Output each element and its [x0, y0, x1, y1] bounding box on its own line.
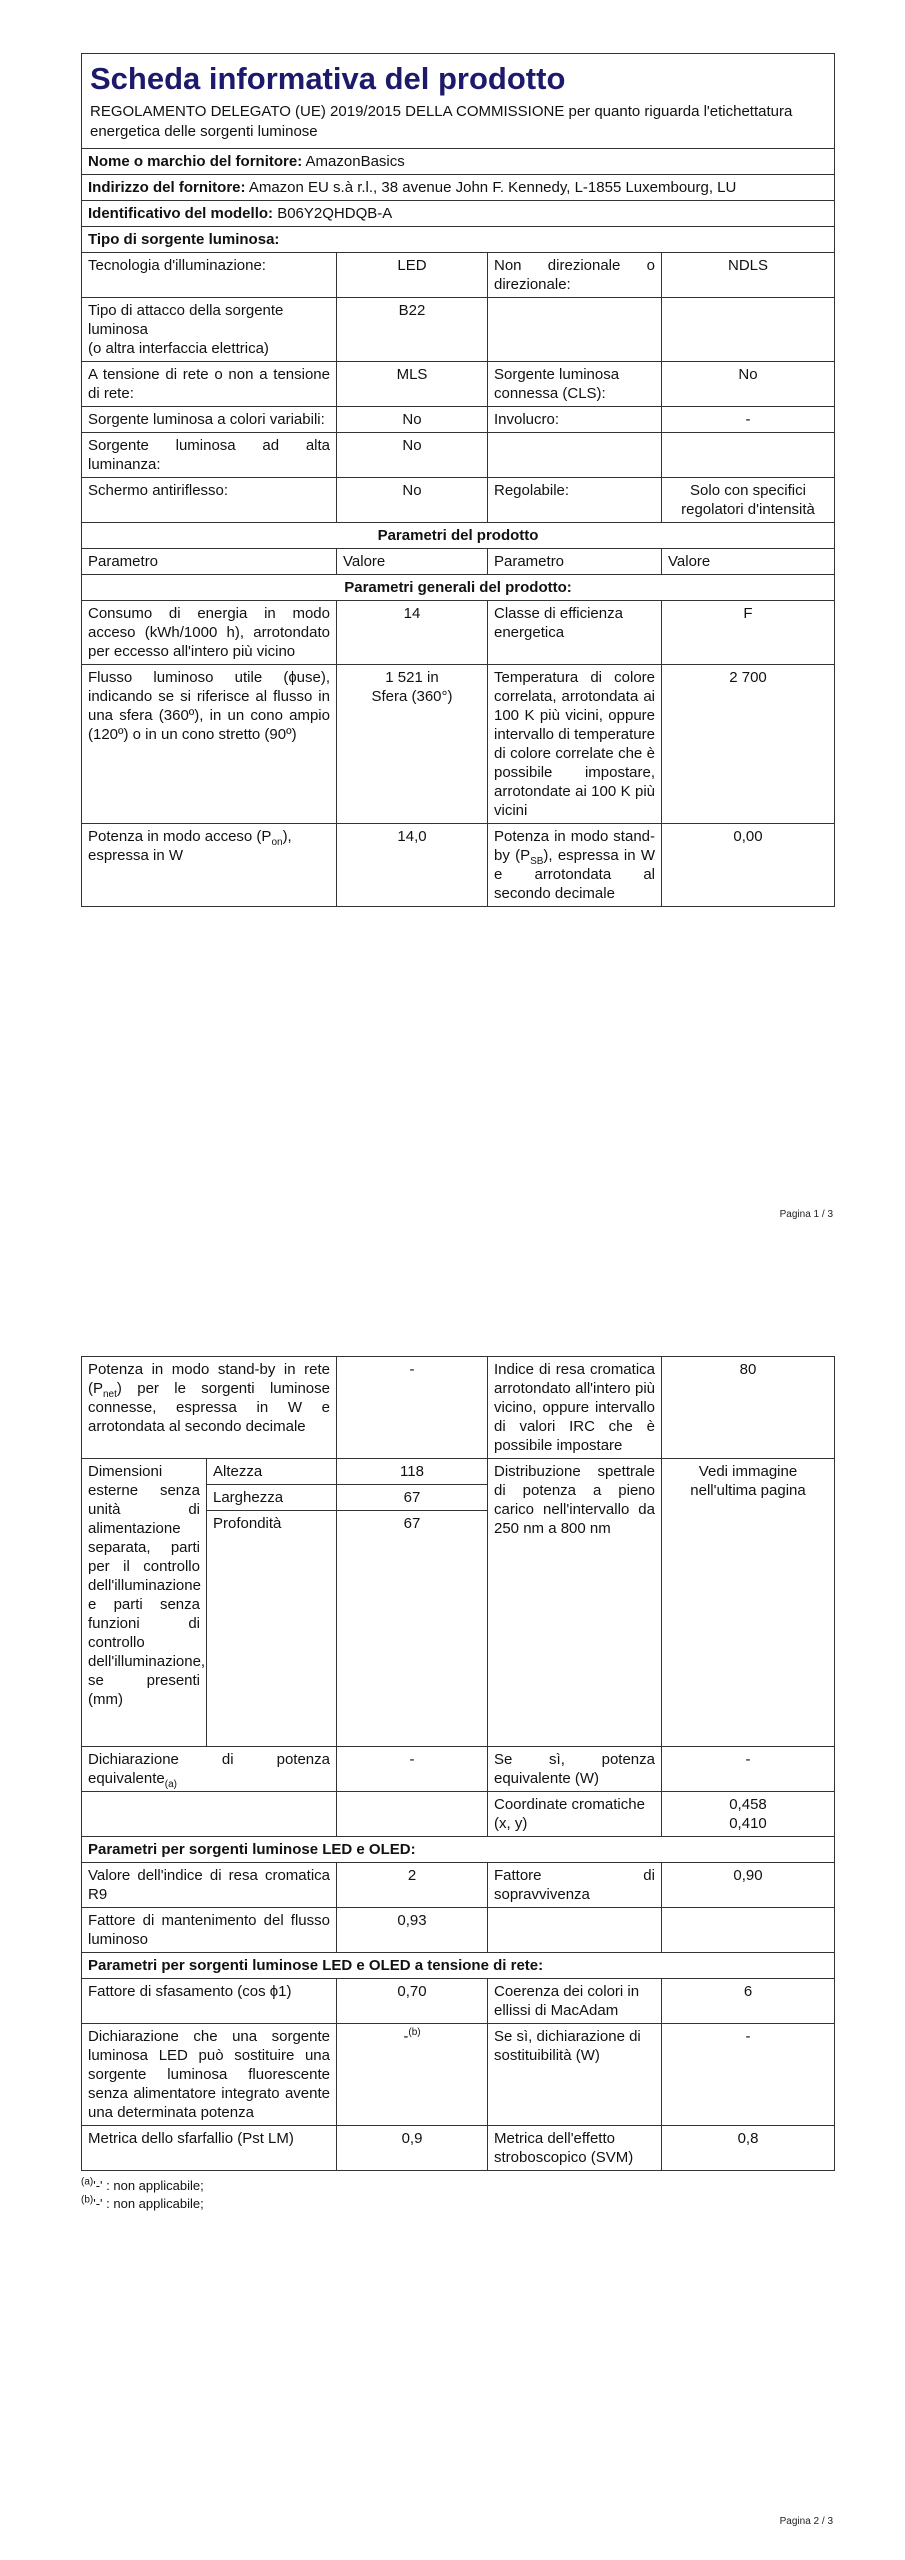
spd-label: Distribuzione spettrale di potenza a pieno carico nell'intervallo da 250 nm a 800 nm	[488, 1459, 662, 1747]
equivalent-power-w-label: Se sì, potenza equivalente (W)	[488, 1747, 662, 1792]
width-label: Larghezza	[207, 1485, 337, 1511]
equivalent-power-row	[82, 1747, 835, 1792]
mains-value: MLS	[337, 362, 488, 407]
dimensions-label: Dimensioni esterne senza unità di alimentazione separata, parti per il controllo dell'illuminazione e parti senza funzioni di controllo dell'illuminazione, se presenti (mm)	[82, 1459, 207, 1747]
supplier-name-value: AmazonBasics	[305, 153, 405, 170]
page-2	[0, 1280, 905, 2560]
title-row	[82, 54, 835, 149]
energy-consumption-value: 14	[337, 601, 488, 665]
led-mains-params-heading: Parametri per sorgenti luminose LED e OLED a tensione di rete:	[82, 1953, 835, 1979]
col-header-value-2: Valore	[662, 549, 835, 575]
equivalent-power-w-value: -	[662, 1747, 835, 1792]
page-title: Scheda informativa del prodotto	[90, 61, 566, 96]
replacement-row	[82, 2024, 835, 2126]
energy-consumption-label: Consumo di energia in modo acceso (kWh/1000 h), arrotondato per eccesso all'intero più vicino	[82, 601, 337, 665]
col-header-param: Parametro	[82, 549, 337, 575]
r9-row	[82, 1863, 835, 1908]
footnotes	[81, 2177, 834, 2213]
info-table-page-2	[81, 1356, 835, 2171]
stroboscopic-label: Metrica dell'effetto stroboscopico (SVM)	[488, 2126, 662, 2171]
mains-row	[82, 362, 835, 407]
macadam-value: 6	[662, 1979, 835, 2024]
dimensions-row-height	[82, 1459, 835, 1485]
network-standby-value: -	[337, 1357, 488, 1459]
lumen-maintenance-value: 0,93	[337, 1908, 488, 1953]
cri-value: 80	[662, 1357, 835, 1459]
regulation-text: REGOLAMENTO DELEGATO (UE) 2019/2015 DELLA COMMISSIONE per quanto riguarda l'etichettatura energetica delle sorgenti luminose	[90, 103, 793, 140]
power-factor-label: Fattore di sfasamento (cos ϕ1)	[82, 1979, 337, 2024]
replacement-label: Dichiarazione che una sorgente luminosa LED può sostituire una sorgente luminosa fluorescente senza alimentatore integrato avente una determinata potenza	[82, 2024, 337, 2126]
product-info-sheet-page-1	[81, 53, 834, 907]
height-value: 118	[337, 1459, 488, 1485]
high-luminance-value: No	[337, 433, 488, 478]
supplier-address-label: Indirizzo del fornitore:	[88, 179, 246, 196]
chromaticity-label: Coordinate cromatiche (x, y)	[488, 1792, 662, 1837]
supplier-address-row	[82, 175, 835, 201]
supplier-name-row	[82, 149, 835, 175]
cap-type-row	[82, 298, 835, 362]
cls-label: Sorgente luminosa connessa (CLS):	[488, 362, 662, 407]
dimmable-label: Regolabile:	[488, 478, 662, 523]
high-luminance-row	[82, 433, 835, 478]
light-type-heading: Tipo di sorgente luminosa:	[82, 227, 835, 253]
depth-value: 67	[337, 1511, 488, 1747]
flicker-value: 0,9	[337, 2126, 488, 2171]
model-id-row	[82, 201, 835, 227]
technology-row	[82, 253, 835, 298]
macadam-label: Coerenza dei colori in ellissi di MacAdam	[488, 1979, 662, 2024]
supplier-address-value: Amazon EU s.à r.l., 38 avenue John F. Kennedy, L-1855 Luxembourg, LU	[248, 179, 737, 196]
network-standby-label: Potenza in modo stand-by in rete $(P_{net})$ per le sorgenti luminose connesse, espressa in W e arrotondata al secondo decimale	[82, 1357, 337, 1459]
model-id-value: B06Y2QHDQB-A	[277, 205, 393, 222]
replacement-w-value: -	[662, 2024, 835, 2126]
page-footer-2: Pagina 2 / 3	[779, 2516, 833, 2527]
chromaticity-y: 0,410	[729, 1815, 767, 1832]
supplier-name-label: Nome o marchio del fornitore:	[88, 153, 303, 170]
col-header-param-2: Parametro	[488, 549, 662, 575]
survival-factor-value: 0,90	[662, 1863, 835, 1908]
power-factor-row	[82, 1979, 835, 2024]
technology-value: LED	[337, 253, 488, 298]
envelope-value: -	[662, 407, 835, 433]
anti-glare-value: No	[337, 478, 488, 523]
network-standby-row	[82, 1357, 835, 1459]
high-luminance-label: Sorgente luminosa ad alta luminanza:	[82, 433, 337, 478]
mains-label: A tensione di rete o non a tensione di rete:	[82, 362, 337, 407]
standby-power-value: 0,00	[662, 824, 835, 907]
chromaticity-x: 0,458	[729, 1796, 767, 1813]
luminous-flux-geometry: Sfera (360°)	[371, 688, 453, 705]
cls-value: No	[662, 362, 835, 407]
directional-label: Non direzionale o direzionale:	[488, 253, 662, 298]
r9-value: 2	[337, 1863, 488, 1908]
params-heading: Parametri del prodotto	[82, 523, 835, 549]
cct-value: 2 700	[662, 665, 835, 824]
r9-label: Valore dell'indice di resa cromatica R9	[82, 1863, 337, 1908]
dimmable-value: Solo con specifici regolatori d'intensità	[662, 478, 835, 523]
cap-type-value: B22	[337, 298, 488, 362]
colour-tunable-value: No	[337, 407, 488, 433]
column-headers-row	[82, 549, 835, 575]
cri-label: Indice di resa cromatica arrotondato all'intero più vicino, oppure intervallo di valori IRC che è possibile impostare	[488, 1357, 662, 1459]
flicker-row	[82, 2126, 835, 2171]
energy-row	[82, 601, 835, 665]
general-params-heading-row	[82, 575, 835, 601]
luminous-flux-label: Flusso luminoso utile (ɸuse), indicando se si riferisce al flusso in una sfera (360º), in un cono ampio (120º) o in un cono stretto (90º)	[82, 665, 337, 824]
spd-value: Vedi immagine nell'ultima pagina	[662, 1459, 835, 1747]
params-heading-row	[82, 523, 835, 549]
col-header-value: Valore	[337, 549, 488, 575]
energy-class-label: Classe di efficienza energetica	[488, 601, 662, 665]
light-type-heading-row	[82, 227, 835, 253]
width-value: 67	[337, 1485, 488, 1511]
replacement-value: -$^{(b)}$	[337, 2024, 488, 2126]
equivalent-power-label: Dichiarazione di potenza equivalente$_{(a)}$	[82, 1747, 337, 1792]
cap-type-label-note: (o altra interfaccia elettrica)	[88, 340, 269, 357]
standby-power-label: Potenza in modo stand-by $(P_{SB})$, espressa in W e arrotondata al secondo decimale	[488, 824, 662, 907]
page-footer-1: Pagina 1 / 3	[779, 1209, 833, 1220]
cct-label: Temperatura di colore correlata, arrotondata ai 100 K più vicini, oppure intervallo di temperature di colore correlate che è possibile impostare, arrotondate ai 100 K più vicini	[488, 665, 662, 824]
general-params-heading: Parametri generali del prodotto:	[82, 575, 835, 601]
chromaticity-row	[82, 1792, 835, 1837]
anti-glare-label: Schermo antiriflesso:	[82, 478, 337, 523]
colour-tunable-row	[82, 407, 835, 433]
on-mode-power-label: Potenza in modo acceso $(P_{on})$, espressa in W	[82, 824, 337, 907]
technology-label: Tecnologia d'illuminazione:	[82, 253, 337, 298]
directional-value: NDLS	[662, 253, 835, 298]
luminous-flux-value: 1 521 in	[385, 669, 439, 686]
depth-label: Profondità	[207, 1511, 337, 1747]
power-factor-value: 0,70	[337, 1979, 488, 2024]
led-params-heading: Parametri per sorgenti luminose LED e OLED:	[82, 1837, 835, 1863]
on-mode-power-value: 14,0	[337, 824, 488, 907]
replacement-w-label: Se sì, dichiarazione di sostituibilità (W)	[488, 2024, 662, 2126]
flux-row	[82, 665, 835, 824]
led-mains-heading-row	[82, 1953, 835, 1979]
lumen-maintenance-row	[82, 1908, 835, 1953]
anti-glare-row	[82, 478, 835, 523]
energy-class-value: F	[662, 601, 835, 665]
survival-factor-label: Fattore di sopravvivenza	[488, 1863, 662, 1908]
footnote-a: $^{(a)}$'-' : non applicabile;	[81, 2176, 204, 2193]
flicker-label: Metrica dello sfarfallio (Pst LM)	[82, 2126, 337, 2171]
model-id-label: Identificativo del modello:	[88, 205, 274, 222]
led-heading-row	[82, 1837, 835, 1863]
product-info-sheet-page-2	[81, 1356, 834, 2213]
colour-tunable-label: Sorgente luminosa a colori variabili:	[82, 407, 337, 433]
footnote-b: $^{(b)}$'-' : non applicabile;	[81, 2194, 204, 2211]
stroboscopic-value: 0,8	[662, 2126, 835, 2171]
height-label: Altezza	[207, 1459, 337, 1485]
equivalent-power-value: -	[337, 1747, 488, 1792]
lumen-maintenance-label: Fattore di mantenimento del flusso luminoso	[82, 1908, 337, 1953]
cap-type-label: Tipo di attacco della sorgente luminosa	[88, 302, 284, 338]
power-row	[82, 824, 835, 907]
envelope-label: Involucro:	[488, 407, 662, 433]
info-table-page-1	[81, 53, 835, 907]
